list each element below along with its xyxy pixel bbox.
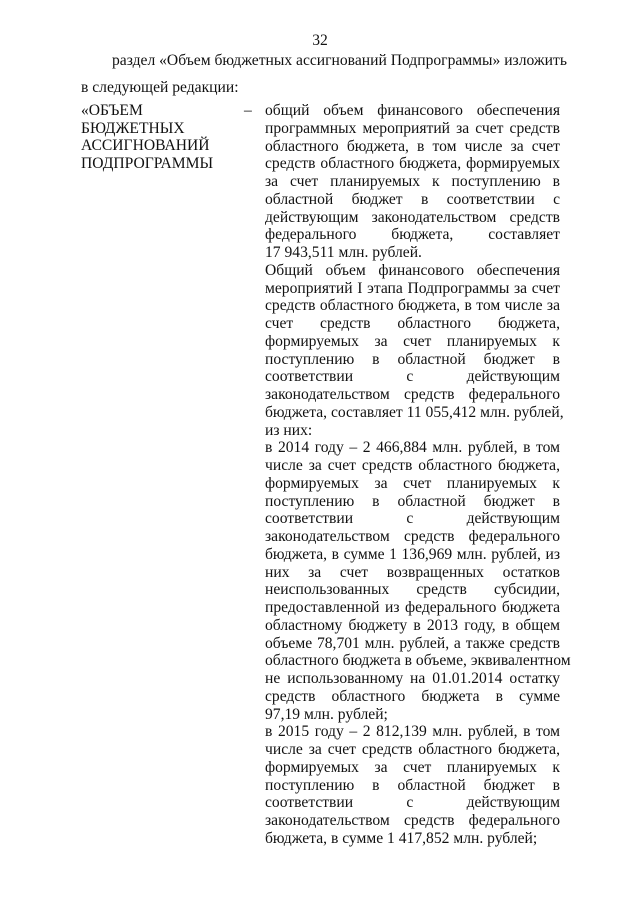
body-line: законодательством средств федерального	[265, 386, 560, 403]
body-line: областному бюджету в 2013 году, в общем	[265, 616, 560, 634]
body-line: законодательством средств федерального	[265, 812, 560, 829]
body-line: за счет планируемых к поступлению в	[265, 173, 560, 190]
body-line: не использованному на 01.01.2014 остатку	[265, 670, 560, 687]
body-line: неиспользованных средств субсидии,	[265, 581, 560, 599]
section-body	[265, 102, 571, 848]
body-line: средств областного бюджета, в том числе за	[265, 297, 560, 315]
dash-separator: –	[244, 102, 252, 119]
body-line: средств областного бюджета в сумме	[265, 687, 560, 705]
body-line: из них:	[265, 421, 313, 439]
body-line: Общий объем финансового обеспечения	[265, 261, 560, 279]
body-line: предоставленной из федерального бюджета	[265, 599, 560, 616]
body-line: в 2015 году – 2 812,139 млн. рублей, в том	[265, 723, 560, 741]
heading-line: «ОБЪЕМ	[81, 102, 143, 119]
body-line: соответствии с действующим	[265, 368, 560, 386]
body-line: действующим законодательством средств	[265, 208, 560, 226]
body-line: 97,19 млн. рублей;	[265, 705, 388, 723]
body-line: областного бюджета, в том числе за счет	[265, 137, 560, 155]
body-line: поступлению в областной бюджет в	[265, 350, 560, 368]
body-line: поступлению в областной бюджет в	[265, 492, 560, 510]
body-line: бюджета, в сумме 1 136,969 млн. рублей, из	[265, 545, 560, 563]
body-line: них за счет возвращенных остатков	[265, 563, 560, 581]
body-line: соответствии с действующим	[265, 510, 560, 528]
section-heading	[81, 102, 231, 172]
body-line: средств областного бюджета, формируемых	[265, 155, 560, 173]
body-line: законодательством средств федерального	[265, 528, 560, 545]
body-line: счет средств областного бюджета,	[265, 315, 560, 332]
body-line: общий объем финансового обеспечения	[265, 102, 560, 119]
intro-line-1: раздел «Объем бюджетных ассигнований Подпрограммы» изложить	[112, 52, 567, 69]
body-line: областной бюджет в соответствии с	[265, 190, 560, 208]
body-line: 17 943,511 млн. рублей.	[265, 244, 422, 261]
body-line: формируемых за счет планируемых к	[265, 758, 560, 776]
body-line: бюджета, в сумме 1 417,852 млн. рублей;	[265, 829, 538, 847]
page-number: 32	[312, 32, 328, 49]
body-line: формируемых за счет планируемых к	[265, 332, 560, 350]
heading-line: БЮДЖЕТНЫХ	[81, 119, 185, 137]
body-line: федерального бюджета, составляет	[265, 226, 560, 244]
body-line: программных мероприятий за счет средств	[265, 119, 560, 137]
body-line: числе за счет средств областного бюджета,	[265, 741, 560, 758]
body-line: поступлению в областной бюджет в	[265, 776, 560, 794]
intro-line-2: в следующей редакции:	[81, 79, 239, 96]
body-line: областного бюджета в объеме, эквивалентном	[265, 652, 571, 670]
heading-line: ПОДПРОГРАММЫ	[81, 154, 214, 172]
body-line: числе за счет средств областного бюджета,	[265, 457, 560, 474]
body-line: в 2014 году – 2 466,884 млн. рублей, в том	[265, 439, 560, 457]
body-line: мероприятий I этапа Подпрограммы за счет	[265, 279, 560, 297]
body-line: объеме 78,701 млн. рублей, а также средств	[265, 634, 560, 652]
body-line: формируемых за счет планируемых к	[265, 474, 560, 492]
body-line: соответствии с действующим	[265, 794, 560, 812]
body-line: бюджета, составляет 11 055,412 млн. рублей,	[265, 403, 564, 421]
heading-line: АССИГНОВАНИЙ	[81, 137, 210, 155]
